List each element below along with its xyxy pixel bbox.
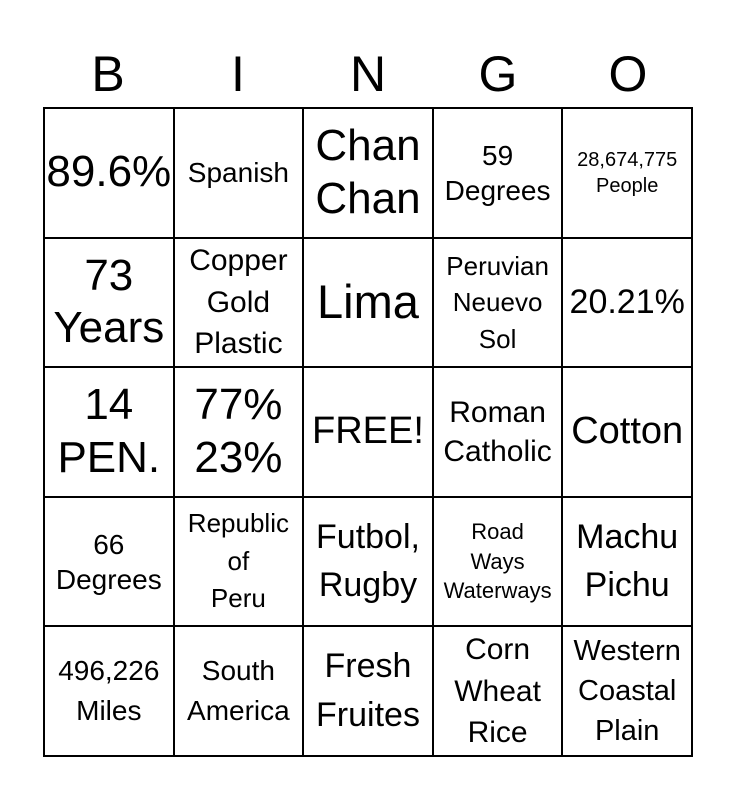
cell-text: 59 Degrees	[444, 139, 551, 206]
cell-text: Western Coastal Plain	[573, 635, 681, 748]
cell-text: 496,226 Miles	[58, 654, 160, 727]
cell-text: Cotton	[571, 410, 684, 453]
cell-text: 14 PEN.	[57, 380, 161, 482]
bingo-cell[interactable]	[562, 108, 692, 238]
cell-text: Peruvian Neuevo Sol	[446, 250, 549, 354]
bingo-cell[interactable]	[303, 108, 433, 238]
bingo-cell[interactable]	[174, 108, 304, 238]
bingo-header	[43, 42, 693, 106]
free-space-text: FREE!	[312, 410, 424, 453]
cell-text: 20.21%	[569, 282, 685, 321]
bingo-cell[interactable]	[303, 626, 433, 756]
bingo-cell[interactable]	[174, 497, 304, 627]
cell-text: 28,674,775 People	[577, 148, 678, 197]
bingo-cell[interactable]	[174, 238, 304, 368]
cell-text: Fresh Fruites	[316, 646, 420, 735]
cell-text: Lima	[317, 275, 419, 329]
bingo-cell[interactable]	[433, 626, 563, 756]
cell-text: Futbol, Rugby	[316, 518, 420, 604]
cell-text: Machu Pichu	[576, 518, 679, 604]
bingo-cell[interactable]	[433, 497, 563, 627]
bingo-cell[interactable]	[44, 367, 174, 497]
cell-text: 66 Degrees	[55, 528, 162, 595]
cell-text: Road Ways Waterways	[443, 519, 552, 604]
bingo-cell[interactable]	[174, 626, 304, 756]
bingo-cell[interactable]	[44, 238, 174, 368]
header-letter-b: B	[91, 46, 125, 102]
bingo-cell[interactable]	[433, 108, 563, 238]
bingo-cell[interactable]	[44, 108, 174, 238]
bingo-cell[interactable]	[44, 626, 174, 756]
cell-text: Roman Catholic	[443, 395, 552, 468]
bingo-cell[interactable]	[433, 367, 563, 497]
cell-text: Spanish	[187, 157, 289, 189]
cell-text: Chan Chan	[315, 121, 421, 223]
bingo-cell[interactable]	[562, 367, 692, 497]
cell-text: Republic of Peru	[187, 508, 289, 614]
free-space[interactable]	[303, 367, 433, 497]
bingo-cell[interactable]	[562, 497, 692, 627]
bingo-cell[interactable]	[44, 497, 174, 627]
cell-text: 73 Years	[53, 250, 165, 353]
bingo-grid	[43, 107, 693, 757]
cell-text: Copper Gold Plastic	[189, 244, 288, 361]
bingo-cell[interactable]	[562, 626, 692, 756]
header-letter-n: N	[349, 46, 387, 102]
bingo-cell[interactable]	[303, 497, 433, 627]
header-letter-i: I	[231, 46, 245, 102]
bingo-cell[interactable]	[562, 238, 692, 368]
cell-text: 77% 23%	[194, 380, 283, 482]
cell-text: 89.6%	[46, 147, 172, 197]
header-letter-o: O	[608, 46, 648, 102]
cell-text: South America	[187, 654, 290, 727]
cell-text: Corn Wheat Rice	[454, 633, 541, 749]
bingo-cell[interactable]	[433, 238, 563, 368]
bingo-cell[interactable]	[303, 238, 433, 368]
bingo-cell[interactable]	[174, 367, 304, 497]
header-letter-g: G	[478, 46, 518, 102]
